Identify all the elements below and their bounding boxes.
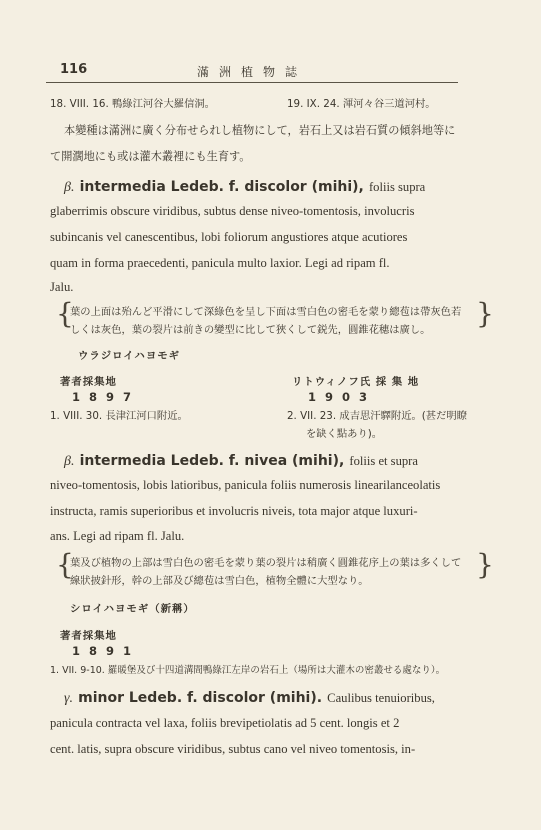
collection-year: 1903 xyxy=(308,390,377,404)
latin-line: ans. Legi ad ripam fl. Jalu. xyxy=(50,529,185,543)
latin-line: glaberrimis obscure viridibus, subtus dense niveo-tomentosis, involucris xyxy=(50,204,415,218)
taxon-letter: γ. xyxy=(64,691,74,706)
page-number: 116 xyxy=(60,62,88,77)
taxon-letter: β. xyxy=(64,180,75,195)
collection-heading: 著者採集地 xyxy=(60,376,117,388)
taxon-letter: β. xyxy=(64,454,75,469)
latin-line: Jalu. xyxy=(50,280,74,294)
latin-line: panicula contracta vel laxa, foliis brevipetiolatis ad 5 cent. longis et 2 xyxy=(50,716,400,730)
japanese-common-name: ウラジロイハヨモギ xyxy=(78,350,180,362)
latin-line: cent. latis, supra obscure viridibus, subtus cano vel niveo tomentosis, in- xyxy=(50,742,416,756)
collection-record: 2. VII. 23. 成吉思汗驛附近。(甚だ明瞭 xyxy=(287,410,467,422)
taxon-heading-discolor xyxy=(64,176,425,196)
collection-heading: 著者採集地 xyxy=(60,630,117,642)
taxon-name: minor Ledeb. f. discolor (mihi). xyxy=(78,690,323,706)
taxon-heading-minor xyxy=(64,687,435,707)
collection-year: 1891 xyxy=(72,644,141,658)
jp-description-line: 線狀披針形，幹の上部及び總苞は雪白色，植物全體に大型なり。 xyxy=(70,575,369,587)
collection-record: を缺く點あり)。 xyxy=(306,428,383,440)
latin-line: quam in forma praecedenti, panicula multo laxior. Legi ad ripam fl. xyxy=(50,256,390,270)
page-header xyxy=(46,60,458,83)
right-brace: } xyxy=(476,297,494,330)
collection-heading: リトウィノフ氏 採 集 地 xyxy=(292,376,420,388)
taxon-name: intermedia Ledeb. f. discolor (mihi), xyxy=(79,179,364,195)
left-brace: { xyxy=(56,548,74,581)
latin-line: niveo-tomentosis, lobis latioribus, panicula foliis numerosis linearilanceolatis xyxy=(50,478,441,492)
japanese-common-name: シロイハヨモギ（新稱） xyxy=(70,603,195,615)
intro-line-2: て開濶地にも或は灌木叢裡にも生育す。 xyxy=(50,150,251,163)
intro-line-1: 本變種は滿洲に廣く分布せられし植物にして，岩石上又は岩石質の傾斜地等に xyxy=(64,124,456,137)
record-18: 18. VIII. 16. 鴨綠江河谷大羅信洞。 xyxy=(50,98,215,110)
right-brace: } xyxy=(476,548,494,581)
jp-description-line: しくは灰色，葉の裂片は前きの變型に比して狹くして鋭先，圓錐花穗は廣し。 xyxy=(70,324,431,336)
left-brace: { xyxy=(56,297,74,330)
latin-line: subincanis vel canescentibus, lobi foliorum angustiores atque acutiores xyxy=(50,230,408,244)
jp-description-line: 葉の上面は殆んど平滑にして深綠色を呈し下面は雪白色の密毛を蒙り總苞は帶灰色若 xyxy=(70,306,462,318)
record-19: 19. IX. 24. 渾河々谷三道河村。 xyxy=(287,98,436,110)
taxon-heading-nivea xyxy=(64,450,418,470)
collection-year: 1897 xyxy=(72,390,141,404)
taxon-name: intermedia Ledeb. f. nivea (mihi), xyxy=(79,453,345,469)
jp-description-line: 葉及び植物の上部は雪白色の密毛を蒙り葉の裂片は稍廣く圓錐花序上の葉は多くして xyxy=(70,557,462,569)
running-title: 滿洲植物誌 xyxy=(196,65,307,79)
collection-record: 1. VII. 9-10. 羅暖堡及び十四道溝間鴨綠江左岸の岩石上（場所は大灌木の密叢せる處なり）。 xyxy=(50,665,446,676)
collection-record: 1. VIII. 30. 長津江河口附近。 xyxy=(50,410,188,422)
latin-line: instructa, ramis superioribus et involucris niveis, tota major atque luxuri- xyxy=(50,504,418,518)
latin-line: foliis supra xyxy=(368,180,426,194)
latin-line: Caulibus tenuioribus, xyxy=(327,691,435,705)
latin-line: foliis et supra xyxy=(349,454,418,468)
